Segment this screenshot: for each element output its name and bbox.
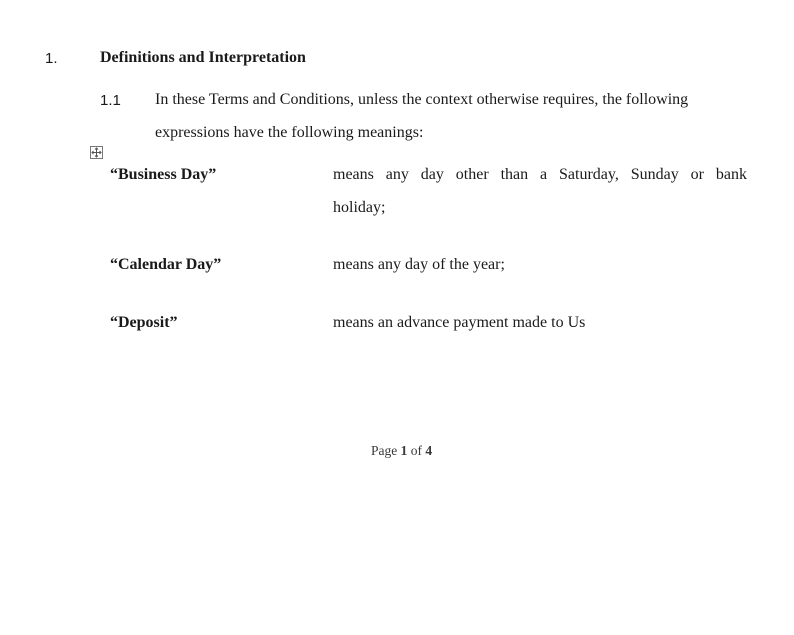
footer-of-label: of xyxy=(410,443,422,458)
move-cross-icon xyxy=(91,147,102,158)
footer-page-label: Page xyxy=(371,443,398,458)
clause-number: 1.1 xyxy=(100,92,121,109)
section-title: Definitions and Interpretation xyxy=(100,49,306,66)
definition-term: “Calendar Day” xyxy=(110,256,222,273)
table-move-handle[interactable] xyxy=(90,146,103,159)
definition-meaning-continued: holiday; xyxy=(333,199,386,216)
clause-text-line-2: expressions have the following meanings: xyxy=(155,124,424,141)
page-footer xyxy=(371,443,432,459)
definition-term: “Business Day” xyxy=(110,166,217,183)
section-number: 1. xyxy=(45,50,58,67)
definition-meaning: means any day other than a Saturday, Sunday or bank xyxy=(333,166,747,183)
definition-term: “Deposit” xyxy=(110,314,178,331)
footer-total-pages: 4 xyxy=(425,443,433,458)
footer-current-page: 1 xyxy=(400,443,408,458)
definition-meaning: means an advance payment made to Us xyxy=(333,314,586,331)
clause-text-line-1: In these Terms and Conditions, unless the context otherwise requires, the following xyxy=(155,91,689,108)
definition-meaning: means any day of the year; xyxy=(333,256,505,273)
